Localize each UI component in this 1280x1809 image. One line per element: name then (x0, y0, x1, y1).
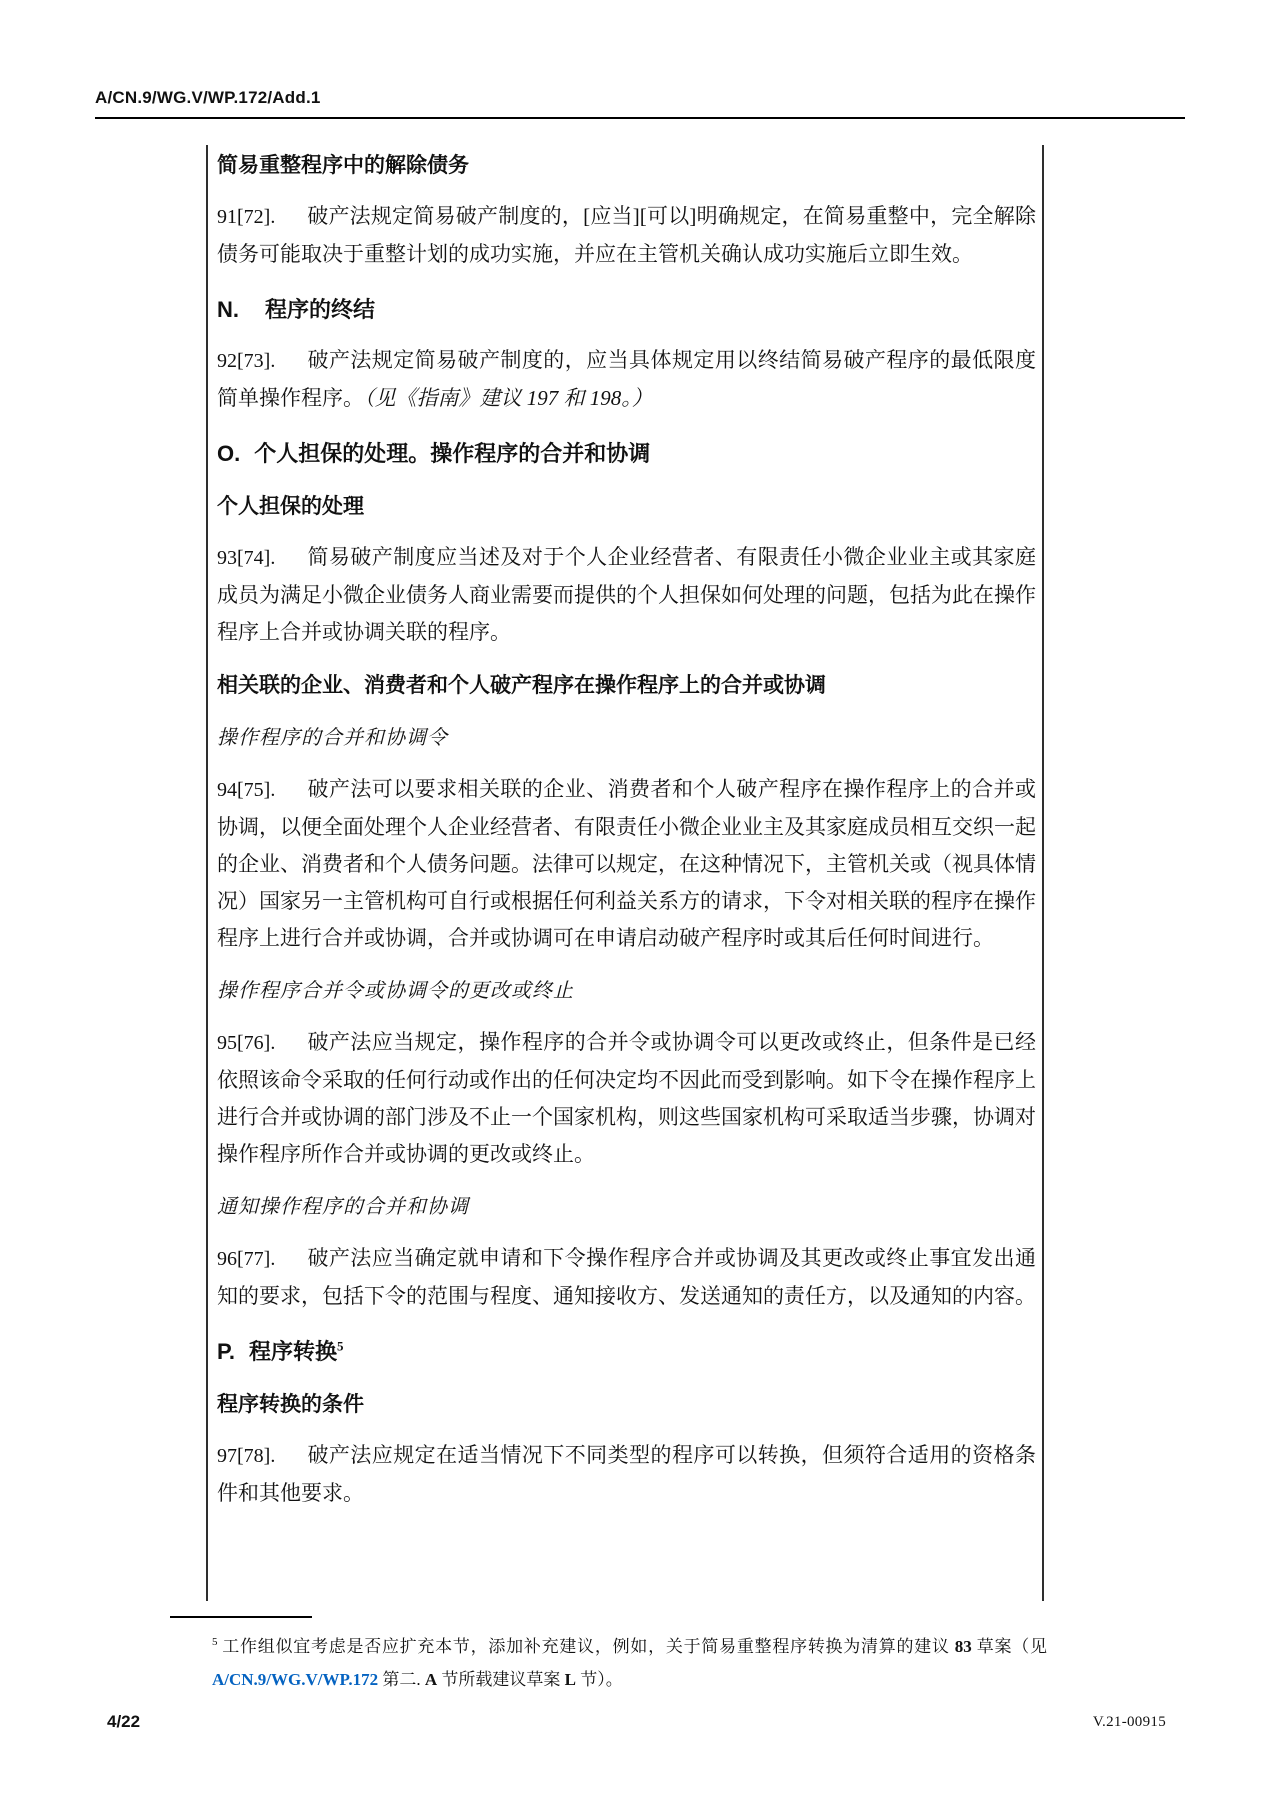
footnote-reference-5: 5 (336, 1338, 344, 1354)
footnote-bold-l: L (564, 1670, 576, 1689)
guide-reference: （见《指南》建议 197 和 198。） (364, 386, 653, 410)
footnote-bold-83: 83 (954, 1637, 972, 1656)
paragraph-number: 95[76]. (217, 1032, 276, 1054)
paragraph-text: 破产法应当确定就申请和下令操作程序合并或协调及其更改或终止事宜发出通知的要求，包括下令的范围与程度、通知接收方、发送通知的责任方，以及通知的内容。 (217, 1246, 1036, 1308)
heading-discharge: 简易重整程序中的解除债务 (217, 153, 469, 177)
section-letter: O. (217, 441, 241, 466)
subheading-notice: 通知操作程序的合并和协调 (217, 1196, 469, 1218)
section-title: 个人担保的处理。操作程序的合并和协调 (254, 441, 651, 466)
paragraph-number: 91[72]. (217, 206, 276, 228)
paragraph-91 (217, 198, 1036, 273)
footnote-separator (170, 1616, 312, 1618)
subheading-modification-termination: 操作程序合并令或协调令的更改或终止 (217, 980, 574, 1002)
footnote-text: 节所载建议草案 (437, 1670, 565, 1689)
section-title: 程序转换 (248, 1339, 337, 1364)
footnote-text: 工作组似宜考虑是否应扩充本节，添加补充建议，例如，关于简易重整程序转换为清算的建议 (221, 1637, 955, 1656)
page-number: 4/22 (107, 1712, 141, 1731)
paragraph-number: 94[75]. (217, 779, 276, 801)
paragraph-94 (217, 771, 1036, 957)
paragraph-text: 破产法应规定在适当情况下不同类型的程序可以转换，但须符合适用的资格条件和其他要求。 (217, 1443, 1036, 1505)
footnote-5 (212, 1630, 1047, 1696)
footnote-text: 第二. (378, 1670, 425, 1689)
section-title: 程序的终结 (265, 297, 376, 322)
section-letter: N. (217, 297, 239, 322)
footnote-text: 草案（见 (971, 1637, 1048, 1656)
paragraph-text: 简易破产制度应当述及对于个人企业经营者、有限责任小微企业业主或其家庭成员为满足小微企业债务人商业需要而提供的个人担保如何处理的问题，包括为此在操作程序上合并或协调关联的程序。 (217, 545, 1036, 644)
paragraph-92 (217, 342, 1036, 417)
footnote-bold-a: A (424, 1670, 438, 1689)
subheading-related-proceedings: 相关联的企业、消费者和个人破产程序在操作程序上的合并或协调 (217, 673, 826, 697)
section-heading-n (217, 291, 1036, 328)
section-letter: P. (217, 1339, 235, 1364)
document-link[interactable]: A/CN.9/WG.V/WP.172 (212, 1670, 379, 1689)
footnote-text: 节）。 (575, 1670, 623, 1689)
subheading-conversion-conditions: 程序转换的条件 (217, 1392, 364, 1416)
paragraph-93 (217, 539, 1036, 651)
paragraph-number: 97[78]. (217, 1445, 276, 1467)
section-heading-p (217, 1333, 1036, 1370)
paragraph-text: 破产法规定简易破产制度的，应当具体规定用以终结简易破产程序的最低限度简单操作程序。 (217, 348, 1036, 410)
content-block (206, 145, 1044, 1601)
paragraph-number: 96[77]. (217, 1248, 276, 1270)
doc-symbol: A/CN.9/WG.V/WP.172/Add.1 (95, 88, 321, 107)
paragraph-96 (217, 1240, 1036, 1315)
subheading-personal-guarantees: 个人担保的处理 (217, 494, 364, 518)
paragraph-text: 破产法可以要求相关联的企业、消费者和个人破产程序在操作程序上的合并或协调，以便全面处理个人企业经营者、有限责任小微企业业主及其家庭成员相互交织一起的企业、消费者和个人债务问题。法律可以规定，在这种情况下，主管机关或（视具体情况）国家另一主管机构可自行或根据任何利益关系方的请求，下令对相关联的程序在操作程序上进行合并或协调，合并或协调可在申请启动破产程序时或其后任何时间进行。 (217, 777, 1036, 950)
paragraph-text: 破产法规定简易破产制度的，[应当][可以]明确规定，在简易重整中，完全解除债务可能取决于重整计划的成功实施，并应在主管机关确认成功实施后立即生效。 (217, 204, 1036, 266)
section-heading-o (217, 435, 1036, 472)
paragraph-95 (217, 1024, 1036, 1173)
footnote-marker: 5 (212, 1636, 218, 1649)
paragraph-number: 92[73]. (217, 350, 276, 372)
header-rule (95, 117, 1185, 119)
paragraph-number: 93[74]. (217, 547, 276, 569)
paragraph-97 (217, 1437, 1036, 1512)
subheading-consolidation-order: 操作程序的合并和协调令 (217, 727, 448, 749)
job-number: V.21-00915 (1092, 1714, 1166, 1730)
paragraph-text: 破产法应当规定，操作程序的合并令或协调令可以更改或终止，但条件是已经依照该命令采取的任何行动或作出的任何决定均不因此而受到影响。如下令在操作程序上进行合并或协调的部门涉及不止一个国家机构，则这些国家机构可采取适当步骤，协调对操作程序所作合并或协调的更改或终止。 (217, 1030, 1036, 1166)
